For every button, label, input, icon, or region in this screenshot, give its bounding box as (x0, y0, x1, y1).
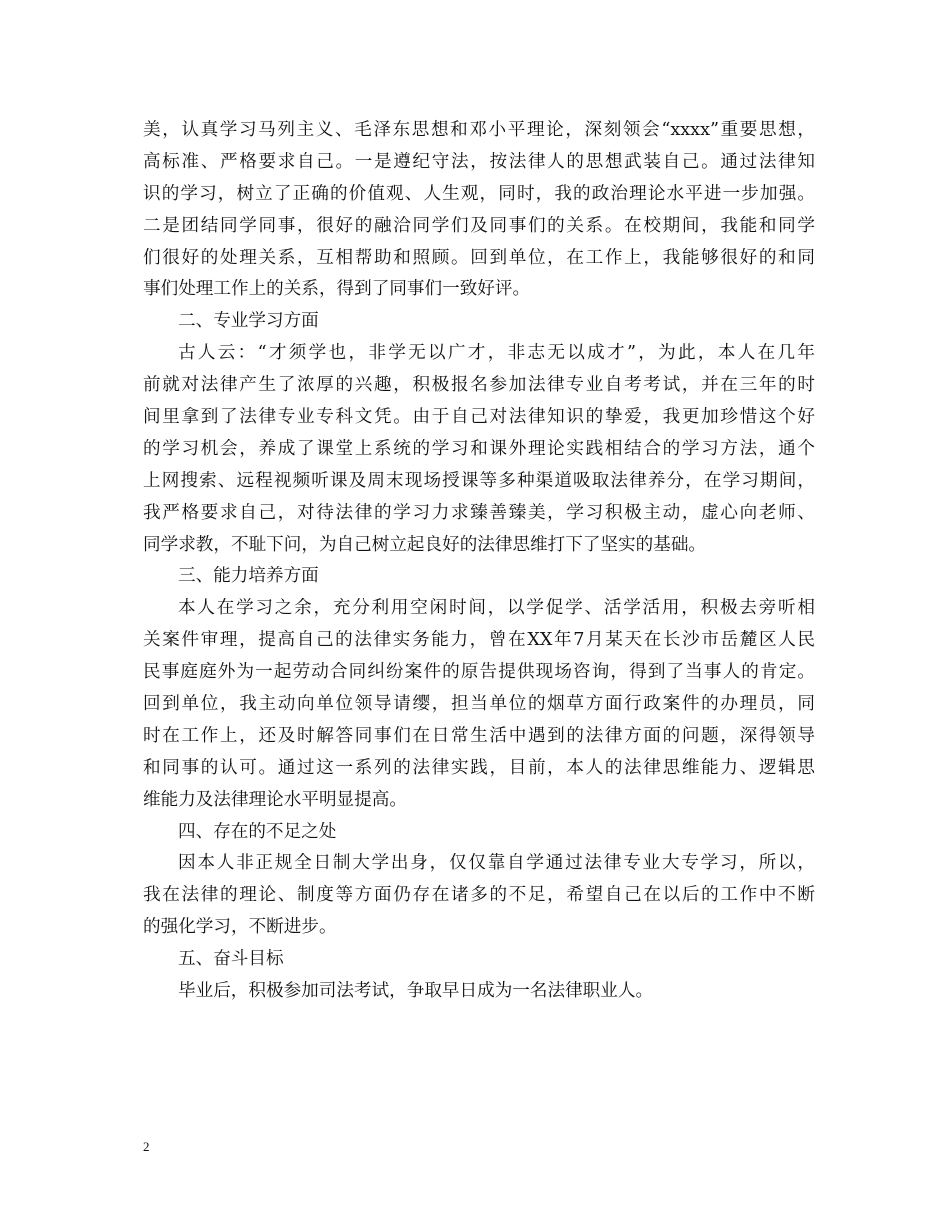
text-line: 古人云：“才须学也，非学无以广才，非志无以成才”，为此，本人在几年 (178, 343, 815, 364)
section-heading: 二、专业学习方面 (178, 311, 319, 332)
text-line: 美，认真学习马列主义、毛泽东思想和邓小平理论，深刻领会“xxxx”重要思想， (143, 120, 815, 140)
text-line: 上网搜索、远程视频听课及周末现场授课等多种渠道吸取法律养分，在学习期间， (143, 470, 815, 491)
text-line: 和同事的认可。通过这一系列的法律实践，目前，本人的法律思维能力、逻辑思 (143, 757, 815, 778)
text-line: 同学求教，不耻下问，为自己树立起良好的法律思维打下了坚实的基础。 (143, 534, 707, 555)
text-line: 关案件审理，提高自己的法律实务能力，曾在XX年7月某天在长沙市岳麓区人民 (143, 630, 815, 651)
text-line: 毕业后，积极参加司法考试，争取早日成为一名法律职业人。 (178, 981, 654, 1002)
text-line: 事们处理工作上的关系，得到了同事们一致好评。 (143, 279, 531, 300)
text-line: 前就对法律产生了浓厚的兴趣，积极报名参加法律专业自考考试，并在三年的时 (143, 375, 815, 396)
text-line: 的学习机会，养成了课堂上系统的学习和课外理论实践相结合的学习方法，通个 (143, 438, 815, 459)
section-heading: 三、能力培养方面 (178, 566, 319, 587)
page-number: 2 (143, 1139, 150, 1154)
text-line: 识的学习，树立了正确的价值观、人生观，同时，我的政治理论水平进一步加强。 (143, 183, 815, 204)
text-line: 维能力及法律理论水平明显提高。 (143, 789, 407, 810)
text-line: 我在法律的理论、制度等方面仍存在诸多的不足，希望自己在以后的工作中不断 (143, 885, 815, 906)
text-line: 们很好的处理关系，互相帮助和照顾。回到单位，在工作上，我能够很好的和同 (143, 247, 815, 268)
text-line: 民事庭庭外为一起劳动合同纠纷案件的原告提供现场咨询，得到了当事人的肯定。 (143, 662, 815, 683)
text-line: 回到单位，我主动向单位领导请缨，担当单位的烟草方面行政案件的办理员，同 (143, 694, 815, 715)
text-line: 间里拿到了法律专业专科文凭。由于自己对法律知识的挚爱，我更加珍惜这个好 (143, 407, 815, 428)
text-line: 二是团结同学同事，很好的融洽同学们及同事们的关系。在校期间，我能和同学 (143, 215, 815, 236)
text-line: 时在工作上，还及时解答同事们在日常生活中遇到的法律方面的问题，深得领导 (143, 725, 815, 746)
text-line: 的强化学习，不断进步。 (143, 917, 337, 938)
text-line: 我严格要求自己，对待法律的学习力求臻善臻美，学习积极主动，虚心向老师、 (143, 502, 815, 523)
text-line: 本人在学习之余，充分利用空闲时间，以学促学、活学活用，积极去旁听相 (178, 598, 815, 619)
text-line: 因本人非正规全日制大学出身，仅仅靠自学通过法律专业大专学习，所以， (178, 853, 815, 874)
text-line: 高标准、严格要求自己。一是遵纪守法，按法律人的思想武装自己。通过法律知 (143, 151, 815, 172)
section-heading: 四、存在的不足之处 (178, 821, 337, 842)
document-body (143, 115, 815, 1008)
section-heading: 五、奋斗目标 (178, 949, 284, 970)
